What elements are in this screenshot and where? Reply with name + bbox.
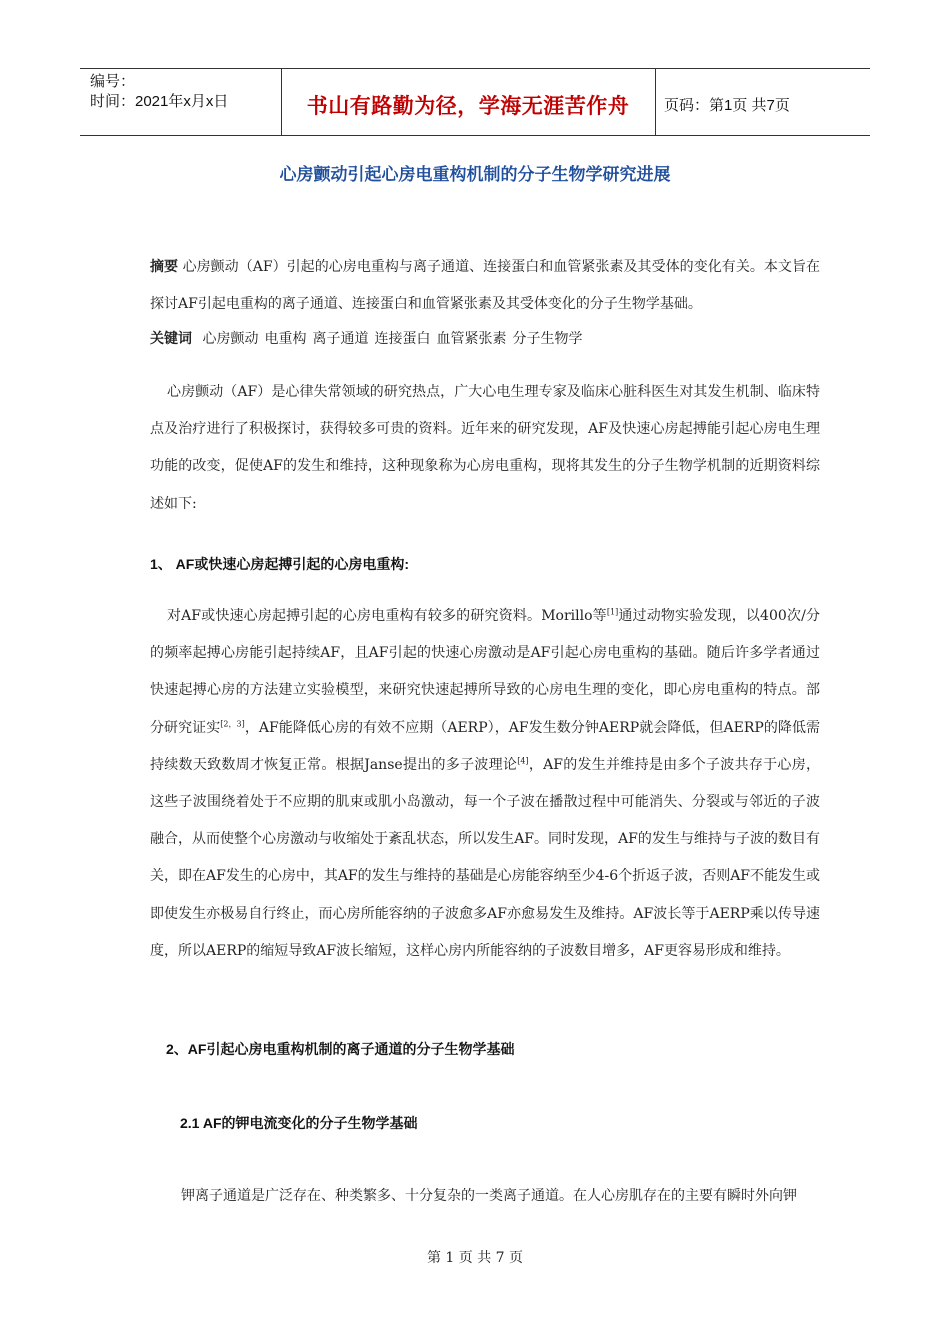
- keywords: [150, 320, 820, 358]
- section1-paragraph: [150, 598, 820, 970]
- keyword-item: 分子生物学: [512, 331, 583, 347]
- abstract: [150, 248, 820, 323]
- keyword-item: 血管紧张素: [436, 331, 507, 347]
- header-top-border: [80, 68, 870, 69]
- keyword-item: 电重构: [264, 331, 307, 347]
- document-title: 心房颤动引起心房电重构机制的分子生物学研究进展: [279, 165, 671, 184]
- intro-paragraph: 心房颤动（AF）是心律失常领域的研究热点，广大心电生理专家及临床心脏科医生对其发生机制、临床特点及治疗进行了积极探讨，获得较多可贵的资料。近年来的研究发现，AF及快速心房起搏能引起心房电生理功能的改变，促使AF的发生和维持，这种现象称为心房电重构，现将其发生的分子生物学机制的近期资料综述如下:: [150, 384, 820, 512]
- keyword-item: 离子通道: [312, 331, 369, 347]
- number-label: 编号：: [90, 73, 136, 90]
- section1-text-a: 对AF或快速心房起搏引起的心房电重构有较多的研究资料。Morillo等: [167, 608, 607, 624]
- header-motto: 书山有路勤为径，学海无涯苦作舟: [306, 95, 630, 118]
- time-label: 时间：2021年x月x日: [90, 93, 229, 110]
- abstract-label: 摘要: [150, 258, 179, 274]
- header-divider-right: [655, 68, 656, 135]
- section2-1-paragraph: 钾离子通道是广泛存在、种类繁多、十分复杂的一类离子通道。在人心房肌存在的主要有瞬时外向钾: [181, 1188, 797, 1204]
- citation-ref: [1]: [606, 607, 619, 617]
- section1-heading: 1、 AF或快速心房起搏引起的心房电重构:: [150, 556, 409, 572]
- section1-text-c: ，AF能降低心房的有效不应期（AERP），AF发生数分钟AERP就会降低，但AERP的降低需持续数天致数周才恢复正常。根据Janse提出的多子波理论: [150, 719, 821, 773]
- header-info: [90, 72, 228, 112]
- keyword-item: 心房颤动: [202, 331, 259, 347]
- keyword-item: 连接蛋白: [374, 331, 431, 347]
- section2-heading: 2、AF引起心房电重构机制的离子通道的分子生物学基础: [166, 1041, 515, 1057]
- citation-ref: [2，3]: [220, 718, 245, 728]
- section1-text-d: ，AF的发生并维持是由多个子波共存于心房，这些子波围绕着处于不应期的肌束或肌小岛激动，每一个子波在播散过程中可能消失、分裂或与邻近的子波融合，从而使整个心房激动与收缩处于紊乱状态，所以发生AF。同时发现，AF的发生与维持与子波的数目有关，即在AF发生的心房中，其AF的发生与维持的基础是心房能容纳至少4-6个折返子波，否则AF不能发生或即使发生亦极易自行终止，而心房所能容纳的子波愈多AF亦愈易发生及维持。AF波长等于AERP乘以传导速度，所以AERP的缩短导致AF波长缩短，这样心房内所能容纳的子波数目增多，AF更容易形成和维持。: [150, 756, 821, 959]
- page-footer: 第 1 页 共 7 页: [426, 1250, 524, 1266]
- keywords-label: 关键词: [150, 330, 192, 346]
- abstract-text: 心房颤动（AF）引起的心房电重构与离子通道、连接蛋白和血管紧张素及其受体的变化有关。本文旨在探讨AF引起电重构的离子通道、连接蛋白和血管紧张素及其受体变化的分子生物学基础。: [150, 259, 820, 313]
- section2-1-heading: 2.1 AF的钾电流变化的分子生物学基础: [180, 1115, 418, 1131]
- header-bottom-border: [80, 135, 870, 136]
- citation-ref: [4]: [517, 756, 529, 766]
- section1-text-b: 通过动物实验发现，以400次/分的频率起搏心房能引起持续AF，且AF引起的快速心房激动是AF引起心房电重构的基础。随后许多学者通过快速起搏心房的方法建立实验模型，来研究快速起搏所导致的心房电生理的变化，即心房电重构的特点。部分研究证实: [150, 608, 820, 736]
- header-page-label: 页码：第1页 共7页: [664, 97, 790, 114]
